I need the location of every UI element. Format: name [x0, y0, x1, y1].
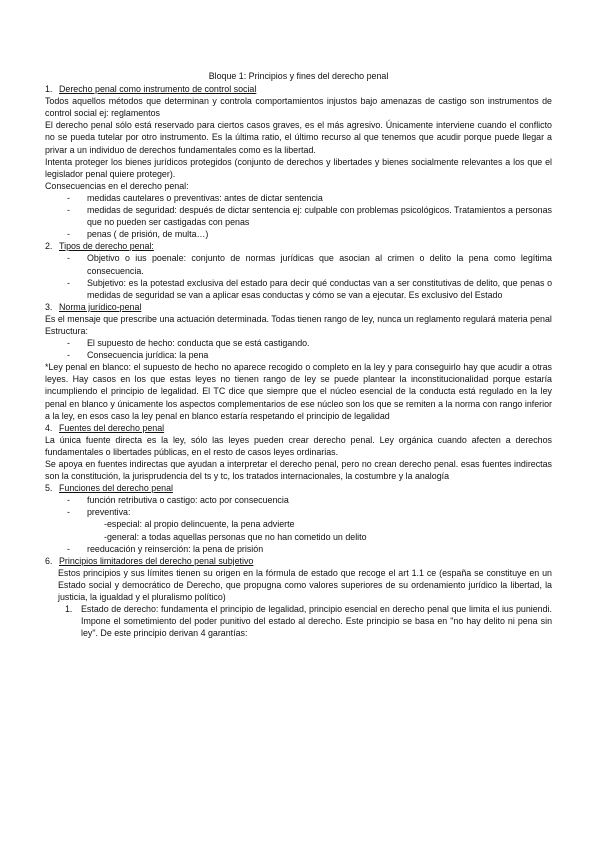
bullet-list [45, 192, 552, 240]
list-item: - función retributiva o castigo: acto por consecuencia [67, 495, 289, 506]
list-item: - general: a todas aquellas personas que no han cometido un delito [104, 531, 367, 542]
paragraph: Todos aquellos métodos que determinan y controla comportamientos injustos bajo amenazas de castigo son instrumentos de control social ej: reglamentos [45, 96, 552, 119]
bullet-list [45, 252, 552, 300]
section-title: Derecho penal como instrumento de control social [59, 84, 257, 95]
section-heading-4 [45, 422, 552, 434]
list-item: - penas ( de prisión, de multa…) [67, 229, 209, 240]
item-number: 1. [65, 604, 73, 615]
paragraph: Consecuencias en el derecho penal: [45, 180, 189, 191]
list-item: - Objetivo o ius poenale: conjunto de normas jurídicas que asocian al crimen o delito la pena como legítima consecuencia. [67, 253, 552, 276]
paragraph: Estos principios y sus límites tienen su origen en la fórmula de estado que recoge el art 1.1 ce (españa se constituye en un Estado social y democrático de Derecho, que propugna como valores superiores de su ordenamiento jurídico la libertad, la justicia, la igualdad y el pluralismo político) [58, 567, 552, 603]
document-page [45, 70, 552, 639]
paragraph: *Ley penal en blanco: el supuesto de hecho no aparece recogido o completo en la ley y para conseguirlo hay que acudir a otras leyes. Hay casos en los que estas leyes no tienen rango de ley se puede plantear la inconstitucionalidad porque estaría incumpliendo el principio de legalidad. El TC dice que siempre que el núcleo esencial de la conducta está regulado en la ley penal en blanco y únicamente los aspectos complementarios de ese núcleo son los que se remiten a la norma con rango inferior a la ley, en esos caso la ley penal en blanco estaría respetando el principio de legalidad [45, 362, 552, 421]
list-item: - El supuesto de hecho: conducta que se está castigando. [67, 338, 310, 349]
paragraph: El derecho penal sólo está reservado para ciertos casos graves, es el más agresivo. Únicamente interviene cuando el conflicto no se pueda tutelar por otro instrumento. Es la última ratio, el último recurso al que tenemos que acudir porque puede llegar a privar a un individuo de derechos fundamentales como es la libertad. [45, 120, 552, 155]
paragraph: Estructura: [45, 325, 88, 336]
item-text: Estado de derecho: fundamenta el principio de legalidad, principio esencial en derecho penal que limita el ius puniendi. Impone el sometimiento del poder punitivo del estado al derecho. Este principio se basa en "no hay delito ni pena sin ley". De este principio derivan 4 garantías: [81, 604, 552, 639]
list-item: - medidas de seguridad: después de dictar sentencia ej: culpable con problemas psicológicos. Tratamientos a personas que no pueden ser castigadas con penas [67, 205, 552, 228]
section-title: Norma jurídico-penal [59, 301, 142, 312]
list-item: - preventiva: [67, 507, 131, 518]
section-number: 1. [45, 84, 53, 95]
bullet-list [45, 337, 552, 361]
bullet-list [45, 543, 552, 555]
list-item: - Consecuencia jurídica: la pena [67, 350, 209, 361]
bullet-list [45, 494, 552, 518]
paragraph: Intenta proteger los bienes jurídicos protegidos (conjunto de derechos y libertades y bienes socialmente relevantes a los que el legislador penal quiere proteger). [45, 156, 552, 179]
section-heading-5 [45, 482, 552, 494]
section-number: 4. [45, 422, 53, 433]
numbered-item [45, 603, 552, 639]
paragraph: Es el mensaje que prescribe una actuación determinada. Todas tienen rango de ley, nunca un reglamento regulará materia penal [45, 313, 552, 324]
list-item: - Subjetivo: es la potestad exclusiva del estado para decir qué conductas van a ser constitutivas de delito, que penas o medidas de seguridad se van a aplicar esas conductas y cómo se van a ejecutar. Es exclusivo del Estado [67, 277, 552, 300]
section-heading-3 [45, 301, 552, 313]
list-item: - reeducación y reinserción: la pena de prisión [67, 543, 264, 554]
page-title: Bloque 1: Principios y fines del derecho penal [208, 71, 389, 81]
section-number: 3. [45, 301, 53, 312]
list-item: - medidas cautelares o preventivas: antes de dictar sentencia [67, 192, 323, 203]
section-number: 6. [45, 555, 53, 566]
section-heading-1 [45, 83, 552, 95]
section-title: Tipos de derecho penal: [59, 241, 154, 252]
sub-bullet-list [45, 518, 552, 542]
list-item: - especial: al propio delincuente, la pena advierte [104, 519, 295, 530]
section-title: Principios limitadores del derecho penal subjetivo [59, 555, 254, 566]
section-number: 5. [45, 483, 53, 494]
section-heading-2 [45, 240, 552, 252]
paragraph: Se apoya en fuentes indirectas que ayudan a interpretar el derecho penal, pero no crean derecho penal. esas fuentes indirectas son la constitución, la jurisprudencia del ts y tc, los tratados internacionales, la costumbre y la analogía [45, 459, 552, 482]
section-title: Fuentes del derecho penal [59, 422, 165, 433]
section-number: 2. [45, 241, 53, 252]
section-heading-6 [45, 555, 552, 567]
paragraph: La única fuente directa es la ley, sólo las leyes pueden crear derecho penal. Ley orgánica cuando afecten a derechos fundamentales o libertades públicas, en el resto de casos leyes ordinarias. [45, 434, 552, 457]
section-title: Funciones del derecho penal [59, 483, 173, 494]
